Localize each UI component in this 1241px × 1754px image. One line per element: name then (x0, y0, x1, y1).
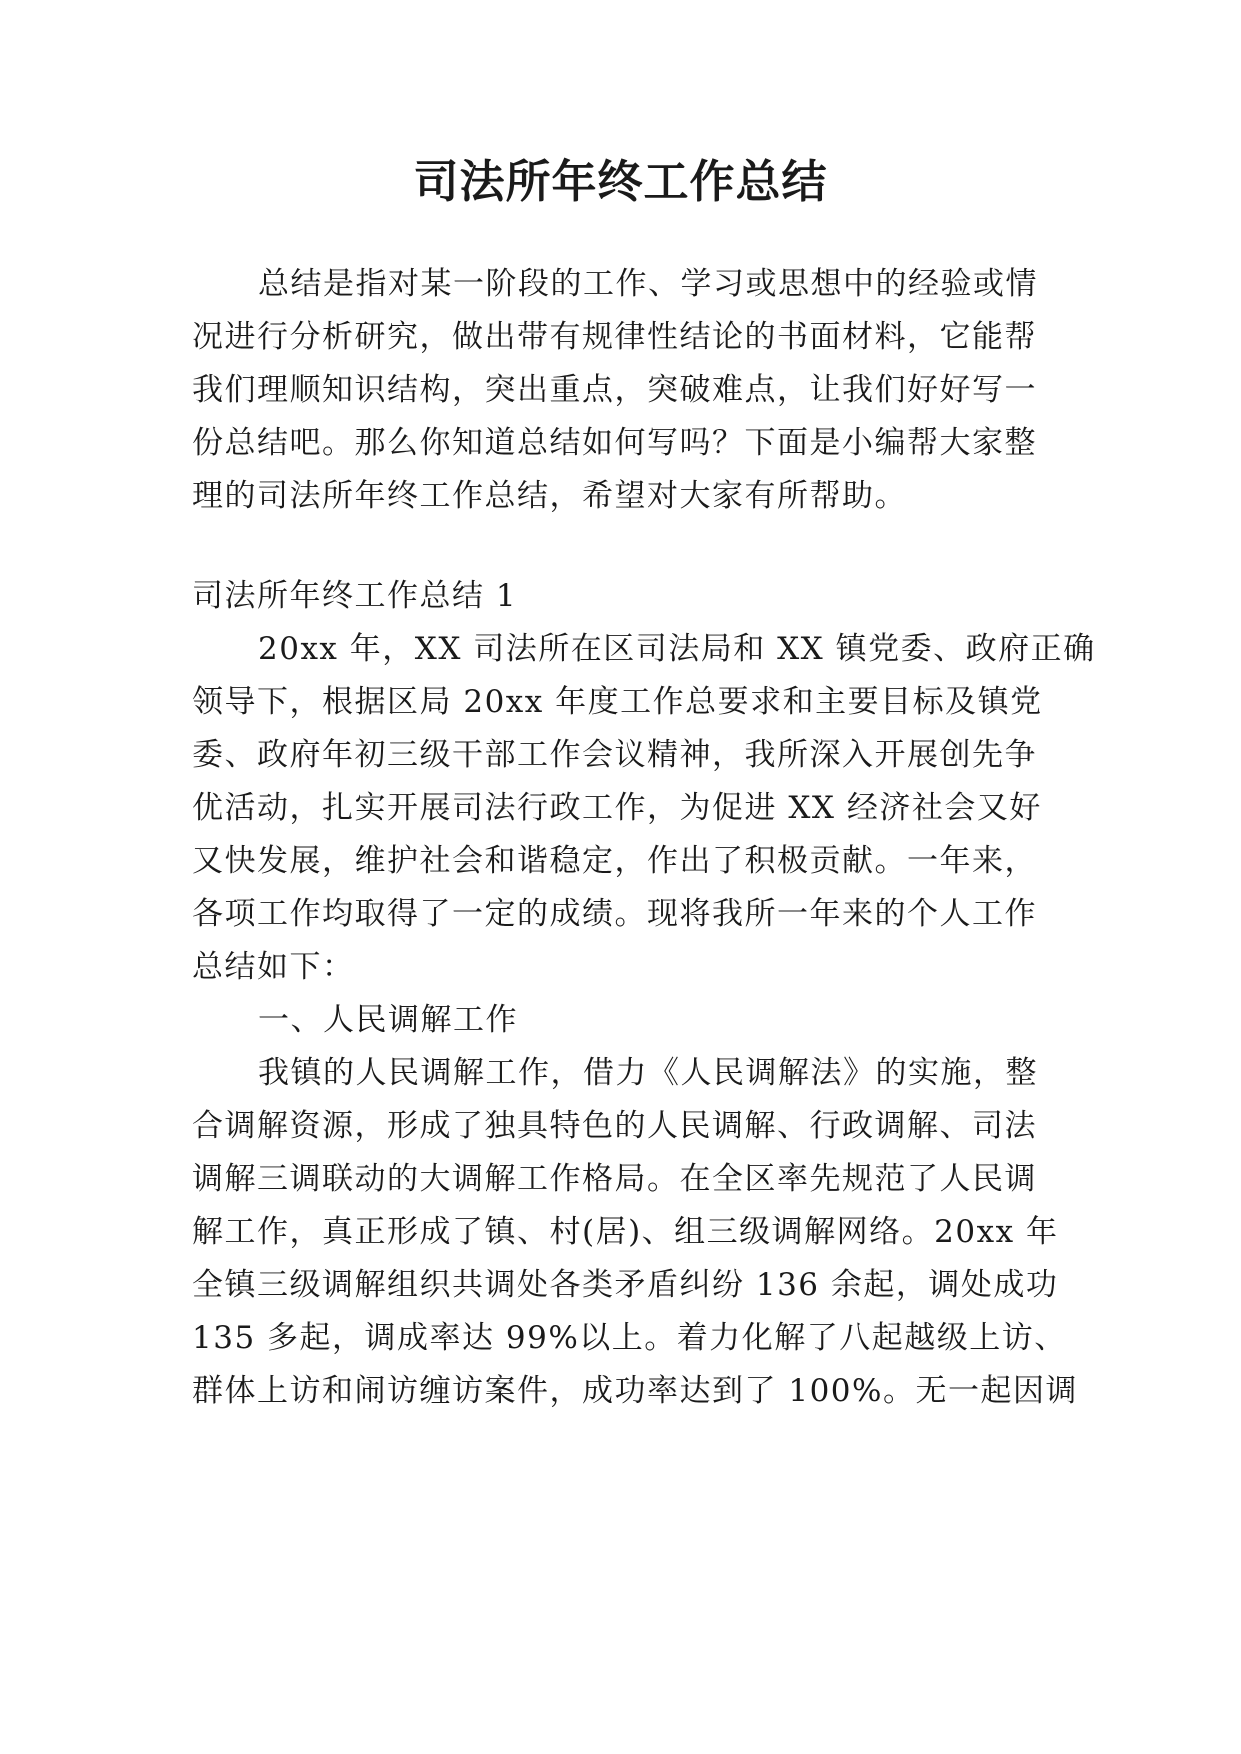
text-line: 全镇三级调解组织共调处各类矛盾纠纷 136 余起，调处成功 (192, 1267, 1059, 1303)
text-line: 调解三调联动的大调解工作格局。在全区率先规范了人民调 (192, 1161, 1037, 1197)
text-line: 群体上访和闹访缠访案件，成功率达到了 100%。无一起因调 (192, 1373, 1078, 1409)
subsection-heading: 一、人民调解工作 (258, 1002, 518, 1038)
section-heading: 司法所年终工作总结 1 (192, 578, 518, 614)
text-line: 理的司法所年终工作总结，希望对大家有所帮助。 (192, 478, 907, 514)
text-line: 135 多起，调成率达 99%以上。着力化解了八起越级上访、 (192, 1320, 1067, 1356)
text-line: 解工作，真正形成了镇、村(居)、组三级调解网络。20xx 年 (192, 1214, 1059, 1250)
text-line: 况进行分析研究，做出带有规律性结论的书面材料，它能帮 (192, 319, 1037, 355)
text-line: 我镇的人民调解工作，借力《人民调解法》的实施，整 (258, 1055, 1038, 1091)
text-line: 委、政府年初三级干部工作会议精神，我所深入开展创先争 (192, 737, 1037, 773)
text-line: 又快发展，维护社会和谐稳定，作出了积极贡献。一年来， (192, 843, 1037, 879)
document-title: 司法所年终工作总结 (413, 155, 828, 208)
text-line: 优活动，扎实开展司法行政工作，为促进 XX 经济社会又好 (192, 790, 1042, 826)
text-line: 各项工作均取得了一定的成绩。现将我所一年来的个人工作 (192, 896, 1037, 932)
text-line: 总结如下： (192, 949, 355, 985)
text-line: 份总结吧。那么你知道总结如何写吗？下面是小编帮大家整 (192, 425, 1037, 461)
text-line: 20xx 年，XX 司法所在区司法局和 XX 镇党委、政府正确 (258, 631, 1096, 667)
text-line: 总结是指对某一阶段的工作、学习或思想中的经验或情 (258, 266, 1038, 302)
text-line: 合调解资源，形成了独具特色的人民调解、行政调解、司法 (192, 1108, 1037, 1144)
text-line: 领导下，根据区局 20xx 年度工作总要求和主要目标及镇党 (192, 684, 1043, 720)
text-line: 我们理顺知识结构，突出重点，突破难点，让我们好好写一 (192, 372, 1037, 408)
